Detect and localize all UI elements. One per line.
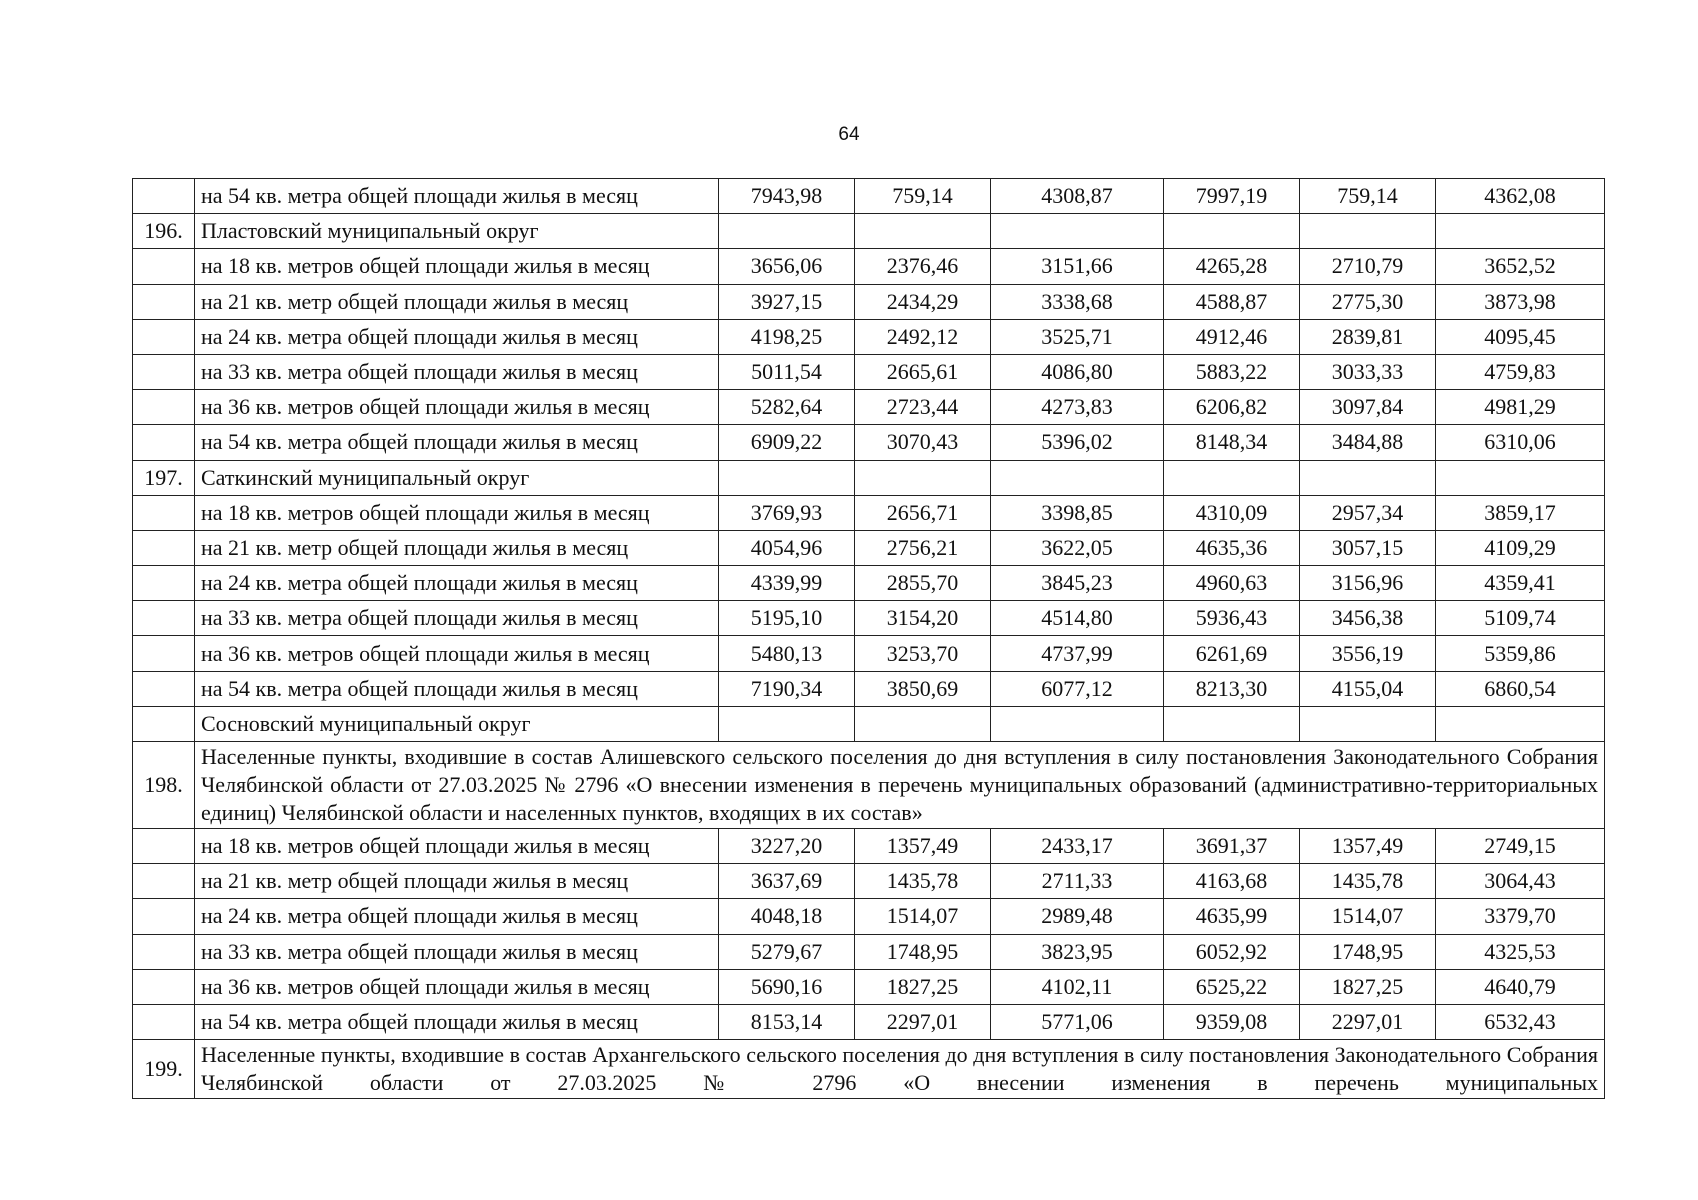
value-cell: 3484,88 — [1300, 425, 1436, 460]
row-label: на 24 кв. метра общей площади жилья в месяц — [195, 319, 719, 354]
row-label: на 36 кв. метров общей площади жилья в месяц — [195, 969, 719, 1004]
value-cell: 6052,92 — [1164, 934, 1300, 969]
value-cell — [1300, 214, 1436, 249]
value-cell: 4362,08 — [1436, 179, 1605, 214]
value-cell: 2855,70 — [855, 566, 991, 601]
table-row — [133, 636, 1605, 671]
value-cell — [1300, 460, 1436, 495]
table-row — [133, 425, 1605, 460]
value-cell — [1164, 706, 1300, 741]
value-cell — [719, 214, 855, 249]
value-cell: 3769,93 — [719, 495, 855, 530]
value-cell: 3456,38 — [1300, 601, 1436, 636]
value-cell: 4155,04 — [1300, 671, 1436, 706]
value-cell: 4265,28 — [1164, 249, 1300, 284]
value-cell: 8213,30 — [1164, 671, 1300, 706]
row-number — [133, 284, 195, 319]
value-cell: 3656,06 — [719, 249, 855, 284]
value-cell: 4635,36 — [1164, 530, 1300, 565]
value-cell: 4737,99 — [991, 636, 1164, 671]
value-cell: 7997,19 — [1164, 179, 1300, 214]
row-label: на 54 кв. метра общей площади жилья в месяц — [195, 1004, 719, 1039]
row-number — [133, 636, 195, 671]
value-cell: 3033,33 — [1300, 354, 1436, 389]
row-label: на 54 кв. метра общей площади жилья в месяц — [195, 179, 719, 214]
value-cell: 6532,43 — [1436, 1004, 1605, 1039]
table-row — [133, 390, 1605, 425]
value-cell: 1827,25 — [1300, 969, 1436, 1004]
table-row — [133, 566, 1605, 601]
value-cell: 3637,69 — [719, 864, 855, 899]
table-row — [133, 284, 1605, 319]
value-cell: 4109,29 — [1436, 530, 1605, 565]
row-label: на 54 кв. метра общей площади жилья в месяц — [195, 671, 719, 706]
value-cell: 6261,69 — [1164, 636, 1300, 671]
value-cell: 4273,83 — [991, 390, 1164, 425]
value-cell — [1164, 214, 1300, 249]
value-cell: 8148,34 — [1164, 425, 1300, 460]
row-number — [133, 829, 195, 864]
value-cell: 4339,99 — [719, 566, 855, 601]
value-cell: 5690,16 — [719, 969, 855, 1004]
value-cell: 3156,96 — [1300, 566, 1436, 601]
section-title: Саткинский муниципальный округ — [195, 460, 719, 495]
row-label: на 54 кв. метра общей площади жилья в месяц — [195, 425, 719, 460]
value-cell: 4960,63 — [1164, 566, 1300, 601]
table-row — [133, 671, 1605, 706]
value-cell: 3850,69 — [855, 671, 991, 706]
value-cell: 1357,49 — [1300, 829, 1436, 864]
row-number: 197. — [133, 460, 195, 495]
value-cell: 3338,68 — [991, 284, 1164, 319]
value-cell: 5936,43 — [1164, 601, 1300, 636]
value-cell — [991, 706, 1164, 741]
row-label: на 33 кв. метра общей площади жилья в месяц — [195, 934, 719, 969]
value-cell: 759,14 — [1300, 179, 1436, 214]
row-number — [133, 566, 195, 601]
value-cell: 4054,96 — [719, 530, 855, 565]
value-cell: 4198,25 — [719, 319, 855, 354]
row-label: на 18 кв. метров общей площади жилья в месяц — [195, 249, 719, 284]
value-cell: 3823,95 — [991, 934, 1164, 969]
value-cell: 2433,17 — [991, 829, 1164, 864]
value-cell: 7943,98 — [719, 179, 855, 214]
value-cell: 5480,13 — [719, 636, 855, 671]
value-cell: 3927,15 — [719, 284, 855, 319]
value-cell — [1300, 706, 1436, 741]
locality-description: Населенные пункты, входившие в состав Архангельского сельского поселения до дня вступления в силу постановления Законодательного Собрания Челябинской области от 27.03.2025 № 2796 «О внесении изменения в перечень муниципальных — [195, 1040, 1605, 1099]
table-row — [133, 354, 1605, 389]
value-cell — [991, 214, 1164, 249]
value-cell: 6310,06 — [1436, 425, 1605, 460]
value-cell: 3622,05 — [991, 530, 1164, 565]
value-cell: 3525,71 — [991, 319, 1164, 354]
value-cell: 3253,70 — [855, 636, 991, 671]
row-label: на 33 кв. метра общей площади жилья в месяц — [195, 354, 719, 389]
row-label: на 24 кв. метра общей площади жилья в месяц — [195, 566, 719, 601]
table-row — [133, 530, 1605, 565]
row-number — [133, 601, 195, 636]
locality-description-row — [133, 1040, 1605, 1099]
value-cell: 3691,37 — [1164, 829, 1300, 864]
row-number — [133, 319, 195, 354]
table-row — [133, 969, 1605, 1004]
value-cell: 7190,34 — [719, 671, 855, 706]
value-cell: 5011,54 — [719, 354, 855, 389]
section-header-row — [133, 214, 1605, 249]
table-body — [133, 179, 1605, 1099]
value-cell: 3154,20 — [855, 601, 991, 636]
table-row — [133, 601, 1605, 636]
value-cell: 1435,78 — [855, 864, 991, 899]
value-cell: 4325,53 — [1436, 934, 1605, 969]
value-cell: 5279,67 — [719, 934, 855, 969]
row-number: 199. — [133, 1040, 195, 1099]
value-cell: 4981,29 — [1436, 390, 1605, 425]
value-cell: 2710,79 — [1300, 249, 1436, 284]
value-cell: 5396,02 — [991, 425, 1164, 460]
value-cell: 4640,79 — [1436, 969, 1605, 1004]
value-cell: 1514,07 — [1300, 899, 1436, 934]
value-cell: 4095,45 — [1436, 319, 1605, 354]
value-cell: 6077,12 — [991, 671, 1164, 706]
value-cell: 3057,15 — [1300, 530, 1436, 565]
table-row — [133, 829, 1605, 864]
value-cell: 2723,44 — [855, 390, 991, 425]
value-cell: 4514,80 — [991, 601, 1164, 636]
value-cell — [719, 460, 855, 495]
value-cell: 5282,64 — [719, 390, 855, 425]
value-cell: 5359,86 — [1436, 636, 1605, 671]
section-header-row — [133, 706, 1605, 741]
locality-description: Населенные пункты, входившие в состав Алишевского сельского поселения до дня вступления в силу постановления Законодательного Собрания Челябинской области от 27.03.2025 № 2796 «О внесении изменения в перечень муниципальных образований (административно-территориальных единиц) Челябинской области и населенных пунктов, входящих в их состав» — [195, 742, 1605, 829]
value-cell: 1435,78 — [1300, 864, 1436, 899]
value-cell: 2775,30 — [1300, 284, 1436, 319]
section-title: Сосновский муниципальный округ — [195, 706, 719, 741]
table-row — [133, 934, 1605, 969]
value-cell: 2711,33 — [991, 864, 1164, 899]
value-cell: 2839,81 — [1300, 319, 1436, 354]
value-cell: 4308,87 — [991, 179, 1164, 214]
row-number — [133, 354, 195, 389]
value-cell: 759,14 — [855, 179, 991, 214]
value-cell: 3070,43 — [855, 425, 991, 460]
value-cell: 4359,41 — [1436, 566, 1605, 601]
value-cell: 6206,82 — [1164, 390, 1300, 425]
value-cell: 1514,07 — [855, 899, 991, 934]
row-label: на 36 кв. метров общей площади жилья в месяц — [195, 390, 719, 425]
value-cell: 4102,11 — [991, 969, 1164, 1004]
table-row — [133, 1004, 1605, 1039]
value-cell: 3379,70 — [1436, 899, 1605, 934]
row-label: на 18 кв. метров общей площади жилья в месяц — [195, 829, 719, 864]
value-cell: 2434,29 — [855, 284, 991, 319]
row-number — [133, 706, 195, 741]
row-number — [133, 934, 195, 969]
value-cell — [1436, 706, 1605, 741]
value-cell: 3151,66 — [991, 249, 1164, 284]
value-cell: 1748,95 — [855, 934, 991, 969]
value-cell: 9359,08 — [1164, 1004, 1300, 1039]
row-number — [133, 969, 195, 1004]
value-cell: 2749,15 — [1436, 829, 1605, 864]
value-cell: 1357,49 — [855, 829, 991, 864]
value-cell: 5109,74 — [1436, 601, 1605, 636]
value-cell: 2376,46 — [855, 249, 991, 284]
value-cell — [855, 214, 991, 249]
row-number: 196. — [133, 214, 195, 249]
row-number — [133, 1004, 195, 1039]
value-cell — [855, 706, 991, 741]
value-cell: 1827,25 — [855, 969, 991, 1004]
value-cell: 6525,22 — [1164, 969, 1300, 1004]
value-cell — [1436, 460, 1605, 495]
value-cell: 4588,87 — [1164, 284, 1300, 319]
row-number — [133, 899, 195, 934]
value-cell: 3652,52 — [1436, 249, 1605, 284]
row-number — [133, 390, 195, 425]
value-cell: 4048,18 — [719, 899, 855, 934]
section-title: Пластовский муниципальный округ — [195, 214, 719, 249]
value-cell: 8153,14 — [719, 1004, 855, 1039]
row-label: на 21 кв. метр общей площади жилья в месяц — [195, 530, 719, 565]
value-cell: 4759,83 — [1436, 354, 1605, 389]
value-cell: 3064,43 — [1436, 864, 1605, 899]
row-label: на 24 кв. метра общей площади жилья в месяц — [195, 899, 719, 934]
value-cell: 4086,80 — [991, 354, 1164, 389]
row-number — [133, 425, 195, 460]
value-cell: 2297,01 — [1300, 1004, 1436, 1039]
locality-description-row — [133, 742, 1605, 829]
section-header-row — [133, 460, 1605, 495]
row-number — [133, 530, 195, 565]
row-label: на 33 кв. метра общей площади жилья в месяц — [195, 601, 719, 636]
row-label: на 21 кв. метр общей площади жилья в месяц — [195, 284, 719, 319]
value-cell: 4163,68 — [1164, 864, 1300, 899]
value-cell: 2492,12 — [855, 319, 991, 354]
row-number — [133, 671, 195, 706]
table-row — [133, 864, 1605, 899]
value-cell: 3845,23 — [991, 566, 1164, 601]
row-number: 198. — [133, 742, 195, 829]
value-cell: 3859,17 — [1436, 495, 1605, 530]
value-cell: 2957,34 — [1300, 495, 1436, 530]
value-cell: 1748,95 — [1300, 934, 1436, 969]
value-cell: 2656,71 — [855, 495, 991, 530]
value-cell: 4635,99 — [1164, 899, 1300, 934]
value-cell: 2665,61 — [855, 354, 991, 389]
value-cell: 5195,10 — [719, 601, 855, 636]
value-cell: 2297,01 — [855, 1004, 991, 1039]
value-cell: 5771,06 — [991, 1004, 1164, 1039]
value-cell: 4310,09 — [1164, 495, 1300, 530]
table-row — [133, 495, 1605, 530]
value-cell — [855, 460, 991, 495]
row-label: на 21 кв. метр общей площади жилья в месяц — [195, 864, 719, 899]
value-cell: 2756,21 — [855, 530, 991, 565]
value-cell: 3556,19 — [1300, 636, 1436, 671]
table-row — [133, 179, 1605, 214]
value-cell: 4912,46 — [1164, 319, 1300, 354]
value-cell: 2989,48 — [991, 899, 1164, 934]
row-number — [133, 179, 195, 214]
row-label: на 36 кв. метров общей площади жилья в месяц — [195, 636, 719, 671]
value-cell: 6909,22 — [719, 425, 855, 460]
value-cell: 3227,20 — [719, 829, 855, 864]
value-cell: 3097,84 — [1300, 390, 1436, 425]
table-row — [133, 899, 1605, 934]
value-cell: 3398,85 — [991, 495, 1164, 530]
table-row — [133, 249, 1605, 284]
value-cell — [1164, 460, 1300, 495]
value-cell: 5883,22 — [1164, 354, 1300, 389]
value-cell — [1436, 214, 1605, 249]
row-number — [133, 495, 195, 530]
value-cell: 6860,54 — [1436, 671, 1605, 706]
row-label: на 18 кв. метров общей площади жилья в месяц — [195, 495, 719, 530]
row-number — [133, 249, 195, 284]
value-cell — [991, 460, 1164, 495]
value-cell — [719, 706, 855, 741]
table-row — [133, 319, 1605, 354]
tariff-table — [132, 178, 1605, 1099]
row-number — [133, 864, 195, 899]
page-number: 64 — [838, 124, 860, 145]
value-cell: 3873,98 — [1436, 284, 1605, 319]
